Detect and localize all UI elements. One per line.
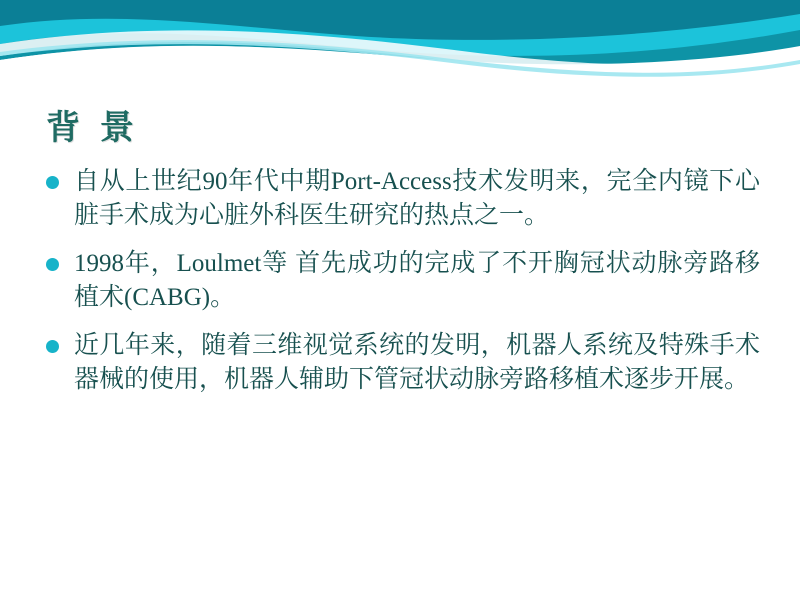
bullet-list [40, 165, 760, 411]
bullet-dot-icon [46, 258, 59, 271]
list-item-text: 1998年，Loulmet等 首先成功的完成了不开胸冠状动脉旁路移植术(CABG)。 [74, 250, 760, 311]
list-item [40, 165, 760, 233]
list-item-text: 自从上世纪90年代中期Port-Access技术发明来，完全内镜下心脏手术成为心脏外科医生研究的热点之一。 [74, 168, 760, 229]
list-item [40, 247, 760, 315]
bullet-dot-icon [46, 176, 59, 189]
decorative-wave-banner [0, 0, 800, 90]
list-item-text: 近几年来，随着三维视觉系统的发明，机器人系统及特殊手术器械的使用，机器人辅助下管冠状动脉旁路移植术逐步开展。 [74, 332, 760, 393]
bullet-dot-icon [46, 340, 59, 353]
page-title: 背 景 [46, 108, 138, 148]
list-item [40, 329, 760, 397]
